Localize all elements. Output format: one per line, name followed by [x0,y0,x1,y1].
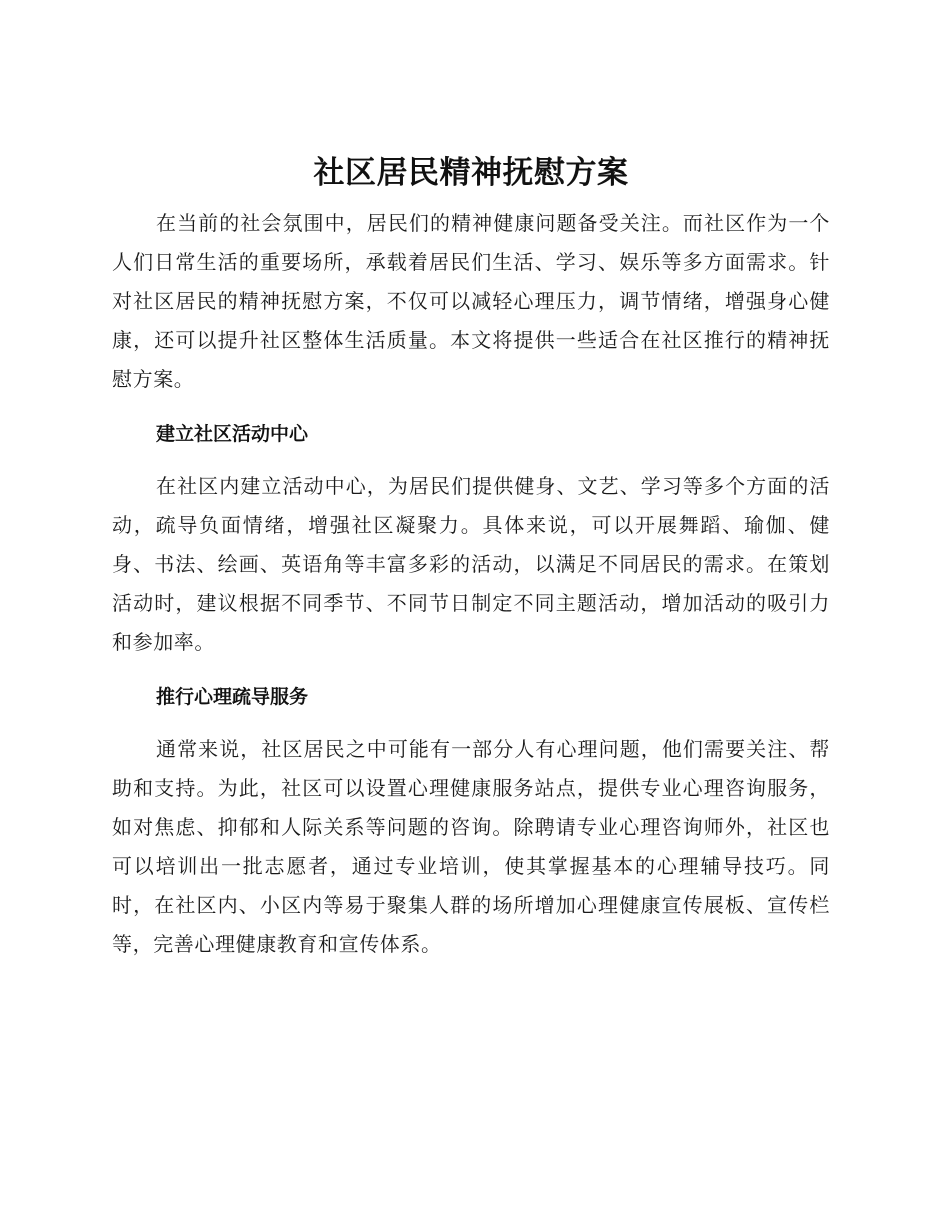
intro-paragraph: 在当前的社会氛围中，居民们的精神健康问题备受关注。而社区作为一个人们日常生活的重要场所，承载着居民们生活、学习、娱乐等多方面需求。针对社区居民的精神抚慰方案，不仅可以减轻心理压力，调节情绪，增强身心健康，还可以提升社区整体生活质量。本文将提供一些适合在社区推行的精神抚慰方案。 [112,211,830,391]
section-heading-counseling: 推行心理疏导服务 [156,686,309,708]
document-body [112,150,830,964]
section-body-activity-center: 在社区内建立活动中心，为居民们提供健身、文艺、学习等多个方面的活动，疏导负面情绪，增强社区凝聚力。具体来说，可以开展舞蹈、瑜伽、健身、书法、绘画、英语角等丰富多彩的活动，以满足不同居民的需求。在策划活动时，建议根据不同季节、不同节日制定不同主题活动，增加活动的吸引力和参加率。 [112,474,830,654]
section-body-counseling: 通常来说，社区居民之中可能有一部分人有心理问题，他们需要关注、帮助和支持。为此，社区可以设置心理健康服务站点，提供专业心理咨询服务，如对焦虑、抑郁和人际关系等问题的咨询。除聘请专业心理咨询师外，社区也可以培训出一批志愿者，通过专业培训，使其掌握基本的心理辅导技巧。同时，在社区内、小区内等易于聚集人群的场所增加心理健康宣传展板、宣传栏等，完善心理健康教育和宣传体系。 [112,737,830,956]
document-title: 社区居民精神抚慰方案 [313,155,629,191]
section-heading-activity-center: 建立社区活动中心 [156,423,309,445]
